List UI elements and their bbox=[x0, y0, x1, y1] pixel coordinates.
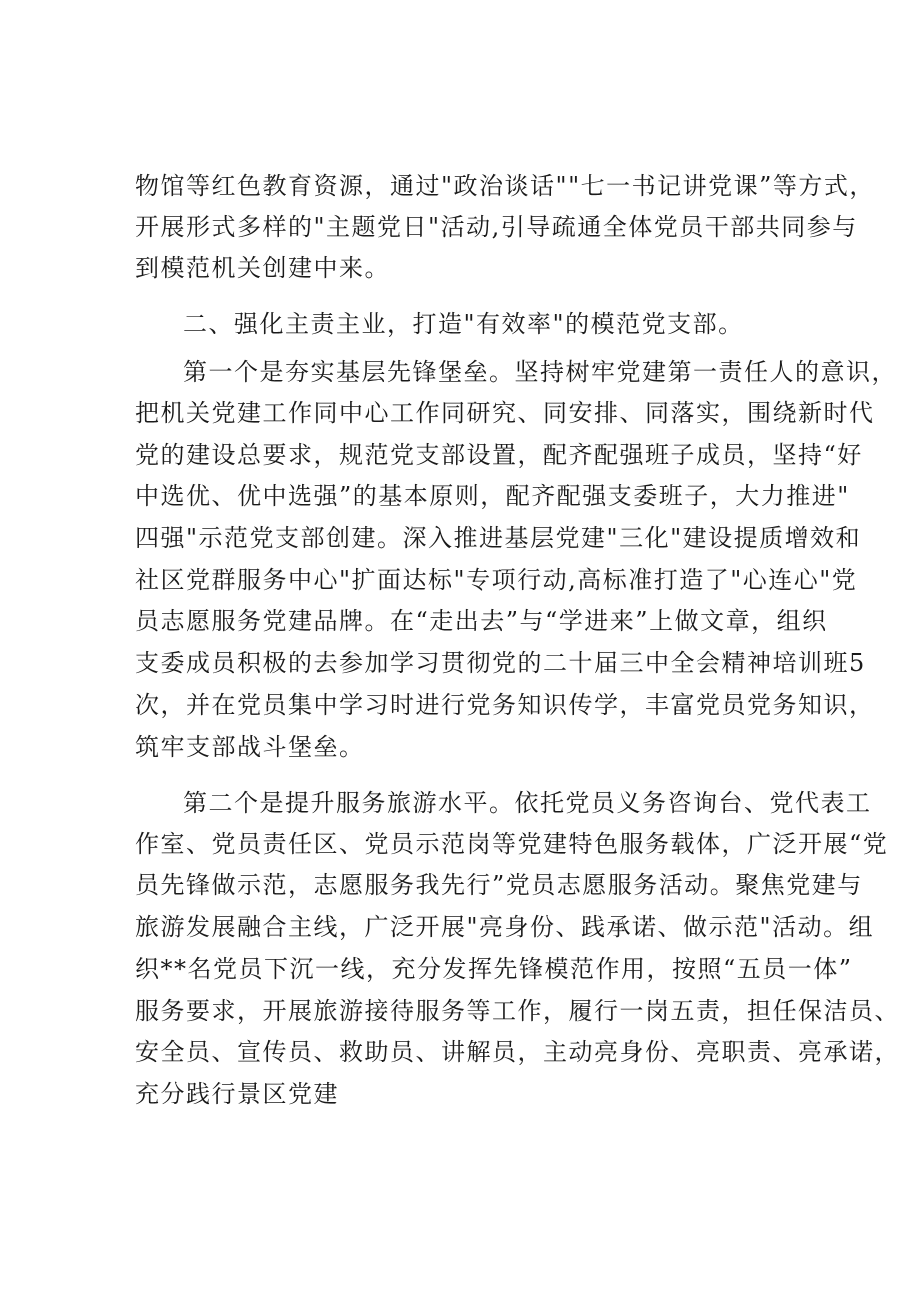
text-line: 织**名党员下沉一线，充分发挥先锋模范作用，按照“五员一体” bbox=[135, 955, 853, 983]
text-line: 中选优、优中选强”的基本原则，配齐配强支委班子，大力推进" bbox=[135, 482, 850, 510]
text-line: 第二个是提升服务旅游水平。依托党员义务咨询台、党代表工 bbox=[183, 789, 872, 817]
text-line: 安全员、宣传员、救助员、讲解员，主动亮身份、亮职责、亮承诺， bbox=[135, 1038, 900, 1066]
text-line: 筑牢支部战斗堡垒。 bbox=[135, 733, 365, 761]
text-line: 员先锋做示范，志愿服务我先行”党员志愿服务活动。聚焦党建与 bbox=[135, 871, 863, 899]
text-line: 旅游发展融合主线，广泛开展"亮身份、践承诺、做示范"活动。组 bbox=[135, 913, 875, 941]
text-line: 服务要求，开展旅游接待服务等工作，履行一岗五责，担任保洁员、 bbox=[135, 997, 900, 1025]
text-line: 社区党群服务中心"扩面达标"专项行动,高标准打造了"心连心"党 bbox=[135, 566, 858, 594]
section-heading: 二、强化主责主业，打造"有效率"的模范党支部。 bbox=[183, 310, 744, 338]
text-line: 把机关党建工作同中心工作同研究、同安排、同落实，围绕新时代 bbox=[135, 399, 875, 427]
text-line: 物馆等红色教育资源，通过"政治谈话""七一书记讲党课”等方式， bbox=[135, 172, 875, 200]
text-line: 四强"示范党支部创建。深入推进基层党建"三化"建设提质增效和 bbox=[135, 524, 862, 552]
text-line: 充分践行景区党建 bbox=[135, 1080, 339, 1108]
text-line: 第一个是夯实基层先锋堡垒。坚持树牢党建第一责任人的意识， bbox=[183, 358, 897, 386]
text-line: 党的建设总要求，规范党支部设置，配齐配强班子成员，坚持“好 bbox=[135, 441, 863, 469]
text-line: 员志愿服务党建品牌。在“走出去”与“学进来”上做文章，组织 bbox=[135, 607, 828, 635]
text-line: 支委成员积极的去参加学习贯彻党的二十届三中全会精神培训班5 bbox=[135, 649, 866, 677]
text-line: 次，并在党员集中学习时进行党务知识传学，丰富党员党务知识， bbox=[135, 691, 875, 719]
text-line: 作室、党员责任区、党员示范岗等党建特色服务载体，广泛开展“党 bbox=[135, 830, 889, 858]
text-line: 开展形式多样的"主题党日"活动,引导疏通全体党员干部共同参与 bbox=[135, 213, 858, 241]
text-line: 到模范机关创建中来。 bbox=[135, 254, 390, 282]
